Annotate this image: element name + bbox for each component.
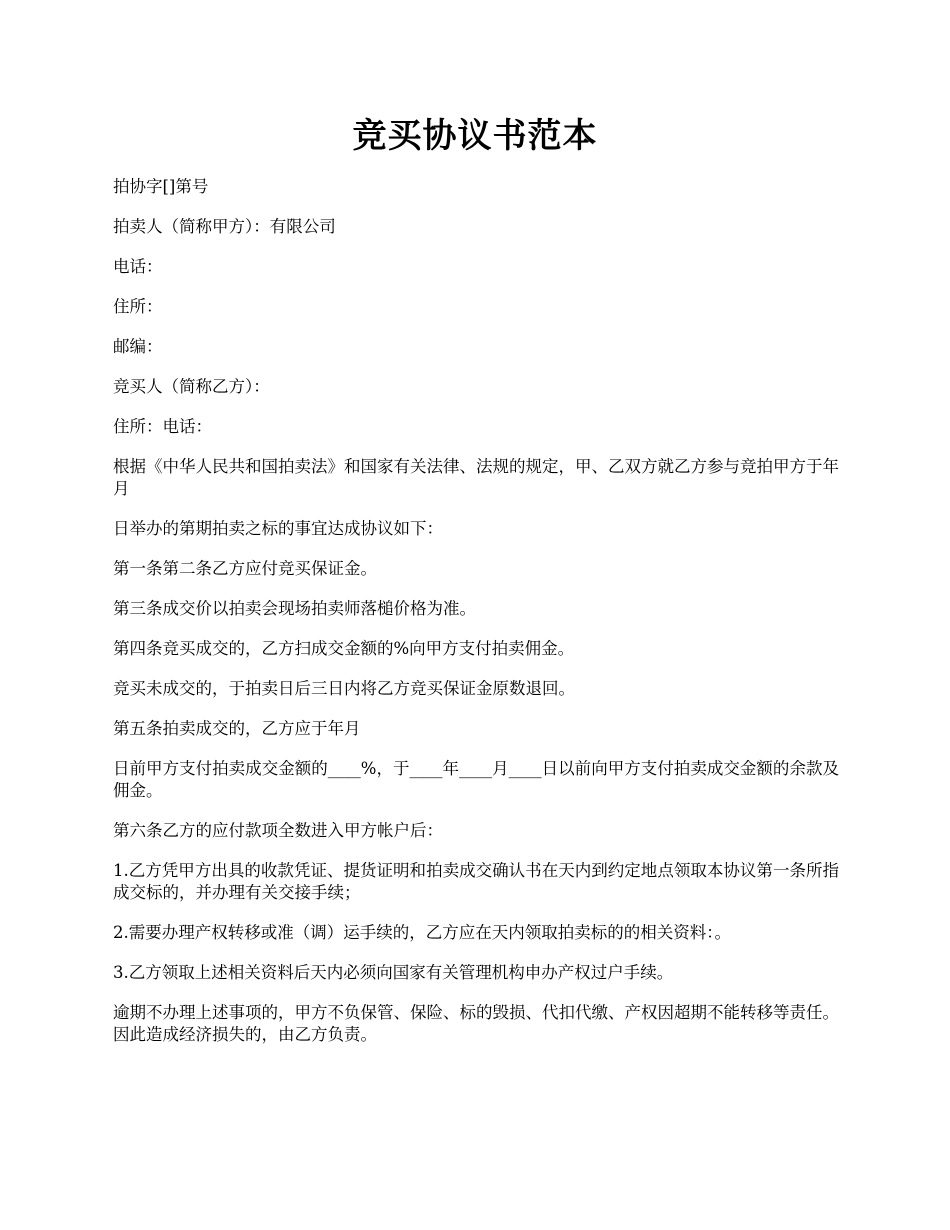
article-4-refund: 竞买未成交的，于拍卖日后三日内将乙方竞买保证金原数退回。: [113, 679, 575, 698]
article-3: 第三条成交价以拍卖会现场拍卖师落槌价格为准。: [113, 599, 476, 618]
address-line: 住所：: [113, 297, 163, 316]
document-title: 竞买协议书范本: [352, 116, 598, 156]
bidder-line: 竞买人（简称乙方）：: [113, 377, 270, 396]
article-4: 第四条竞买成交的，乙方扫成交金额的%向甲方支付拍卖佣金。: [113, 639, 575, 658]
liability-paragraph: 逾期不办理上述事项的，甲方不负保管、保险、标的毁损、代扣代缴、产权因超期不能转移等责任。因此造成经济损失的，由乙方负责。: [113, 1003, 839, 1044]
auctioneer-line: 拍卖人（简称甲方）：有限公司: [113, 217, 336, 236]
phone-line: 电话：: [113, 257, 163, 276]
article-5-payment: 日前甲方支付拍卖成交金额的____%，于____年____月____日以前向甲方支付拍卖成交金额的余款及佣金。: [113, 759, 839, 800]
preamble-paragraph: 根据《中华人民共和国拍卖法》和国家有关法律、法规的规定，甲、乙双方就乙方参与竞拍甲方于年月: [113, 457, 839, 498]
doc-number-line: 拍协字[]第号: [113, 177, 209, 196]
article-6-item-1: 1.乙方凭甲方出具的收款凭证、提货证明和拍卖成交确认书在天内到约定地点领取本协议第一条所指成交标的，并办理有关交接手续；: [113, 861, 839, 902]
article-6-item-3: 3.乙方领取上述相关资料后天内必须向国家有关管理机构申办产权过户手续。: [113, 963, 674, 982]
article-6: 第六条乙方的应付款项全数进入甲方帐户后：: [113, 821, 443, 840]
article-1-2: 第一条第二条乙方应付竞买保证金。: [113, 559, 377, 578]
document-body: [113, 176, 839, 1064]
article-5: 第五条拍卖成交的，乙方应于年月: [113, 719, 361, 738]
preamble-continued: 日举办的第期拍卖之标的事宜达成协议如下：: [113, 519, 443, 538]
article-6-item-2: 2.需要办理产权转移或准（调）运手续的，乙方应在天内领取拍卖标的的相关资料：。: [113, 923, 731, 942]
bidder-address-phone-line: 住所：电话：: [113, 417, 212, 436]
postcode-line: 邮编：: [113, 337, 163, 356]
